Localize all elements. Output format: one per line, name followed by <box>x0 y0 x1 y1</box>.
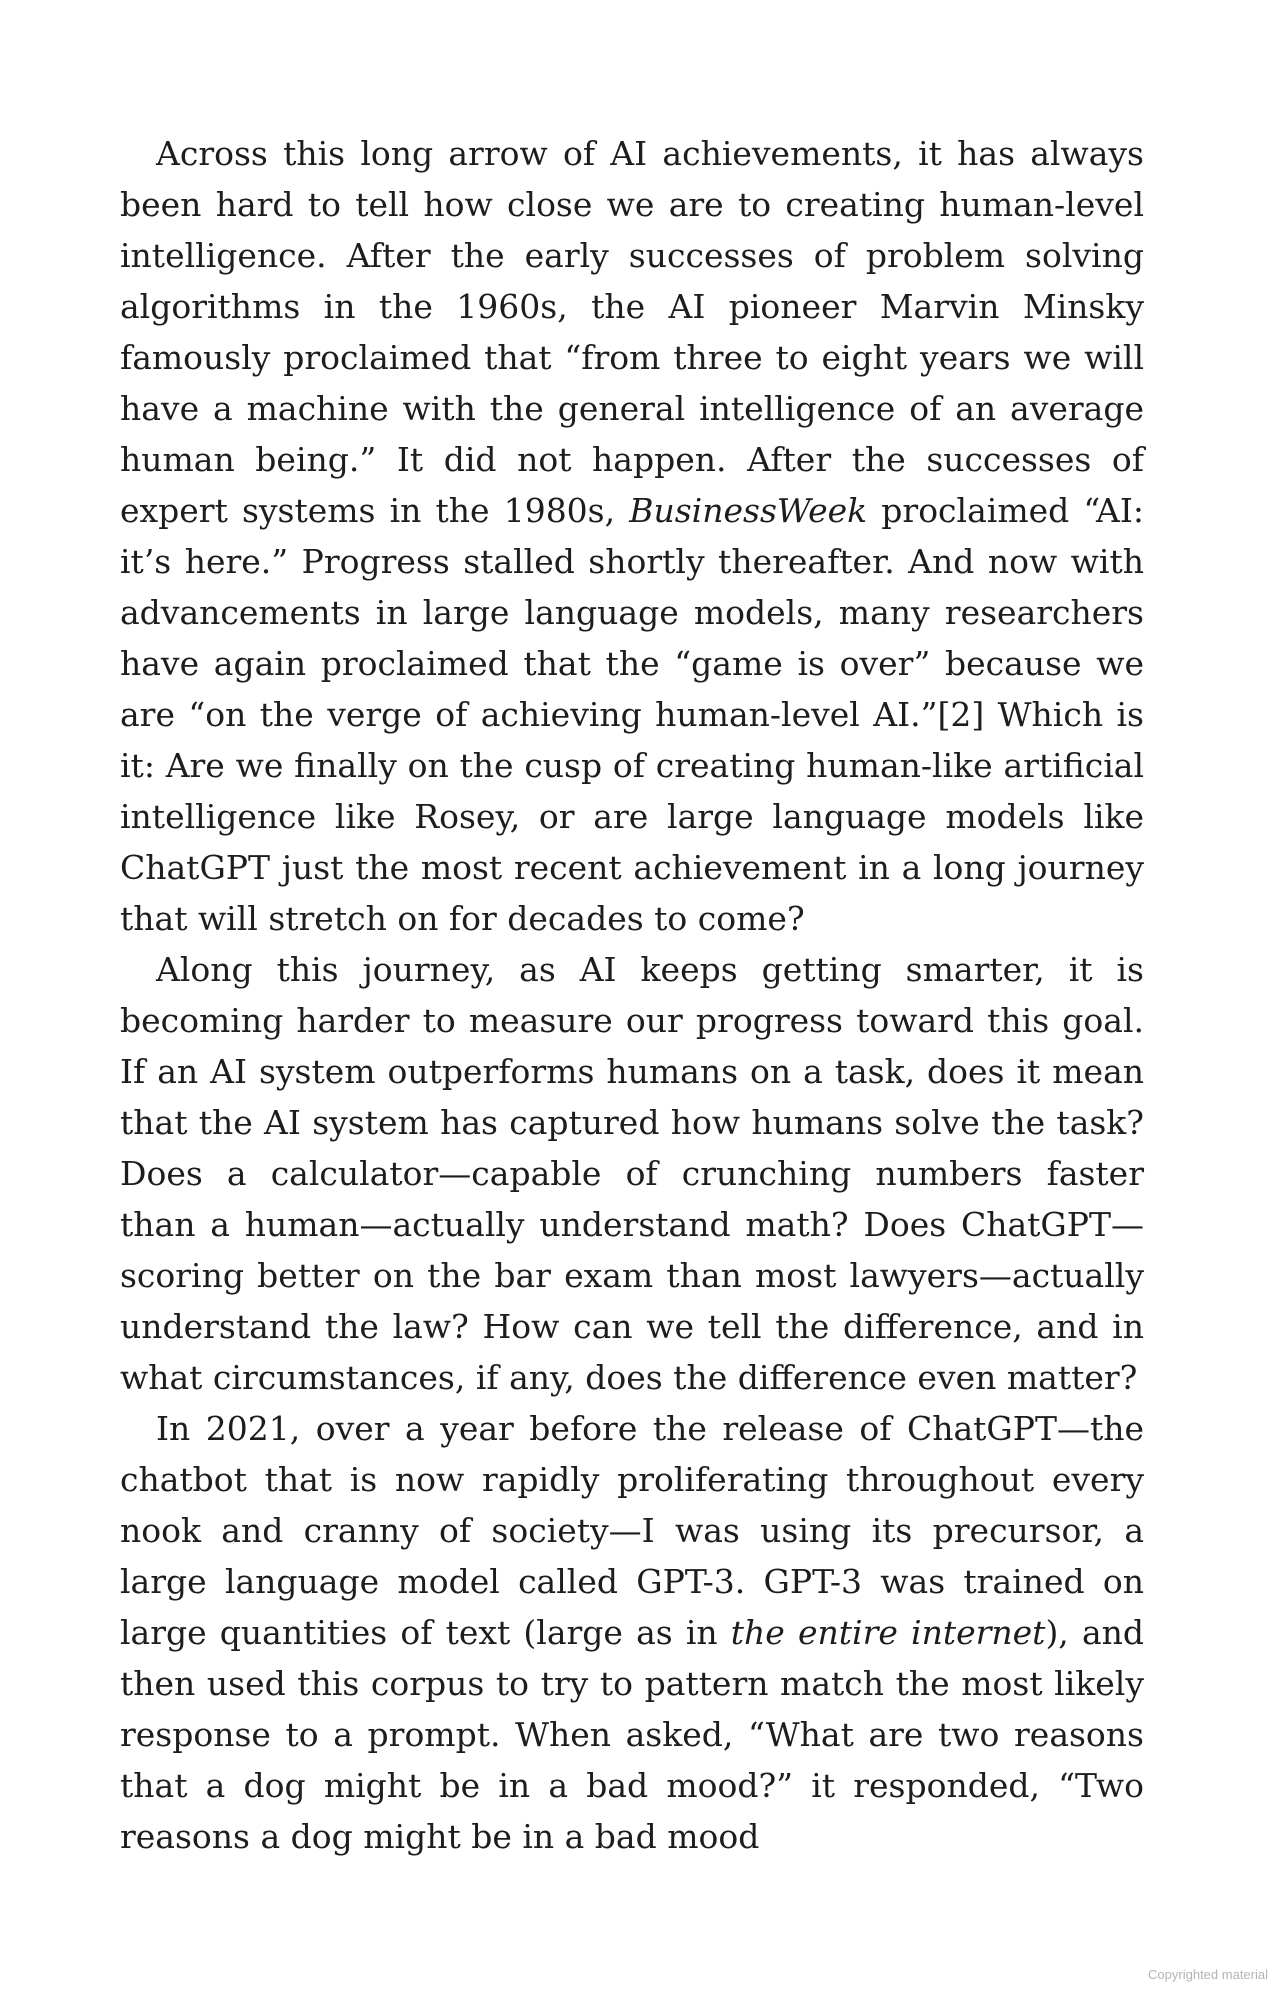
copyright-watermark: Copyrighted material <box>1148 1967 1268 1982</box>
text-run: proclaimed “AI: it’s here.” Progress stalled shortly thereafter. And now with advancements in large language models, many researchers have again proclaimed that the “game is over” because we are “on the verge of achieving human-level AI.”[2] Which is it: Are we finally on the cusp of creating human-like artificial intelligence like Rosey, or are large language models like ChatGPT just the most recent achievement in a long journey that will stretch on for decades to come? <box>120 491 1144 938</box>
text-run: Along this journey, as AI keeps getting smarter, it is becoming harder to measure our progress toward this goal. If an AI system outperforms humans on a task, does it mean that the AI system has captured how humans solve the task? Does a calculator—capable of crunching numbers faster than a human—actually understand math? Does ChatGPT—scoring better on the bar exam than most lawyers—actually understand the law? How can we tell the difference, and in what circumstances, if any, does the difference even matter? <box>120 950 1144 1397</box>
paragraph <box>120 128 1144 944</box>
text-run: In 2021, over a year before the release of ChatGPT—the chatbot that is now rapidly proliferating throughout every nook and cranny of society—I was using its precursor, a large language model called GPT-3. GPT-3 was trained on large quantities of text (large as in <box>120 1409 1144 1652</box>
text-run: ), and then used this corpus to try to pattern match the most likely response to a prompt. When asked, “What are two reasons that a dog might be in a bad mood?” it responded, “Two reasons a dog might be in a bad mood <box>120 1613 1144 1856</box>
italic-title: BusinessWeek <box>629 491 868 530</box>
paragraph <box>120 944 1144 1403</box>
book-page-body <box>120 128 1144 1862</box>
text-run: Across this long arrow of AI achievements, it has always been hard to tell how close we are to creating human-level intelligence. After the early successes of problem solving algorithms in the 1960s, the AI pioneer Marvin Minsky famously proclaimed that “from three to eight years we will have a machine with the general intelligence of an average human being.” It did not happen. After the successes of expert systems in the 1980s, <box>120 134 1144 530</box>
italic-phrase: the entire internet <box>730 1613 1046 1652</box>
paragraph <box>120 1403 1144 1862</box>
